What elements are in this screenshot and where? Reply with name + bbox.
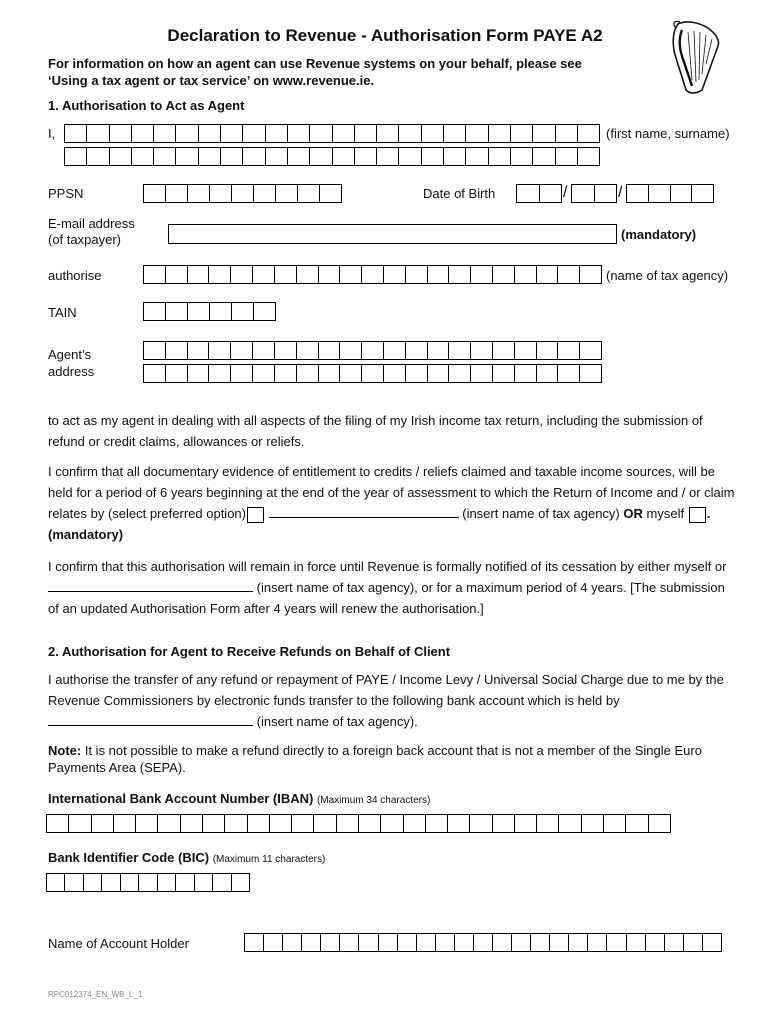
char-box[interactable]	[301, 934, 320, 951]
email-input[interactable]	[168, 224, 617, 244]
address-label-line2: address	[48, 364, 95, 379]
char-box[interactable]	[691, 185, 713, 202]
char-box[interactable]	[339, 342, 361, 359]
agent-scope-text: to act as my agent in dealing with all aspects of the filing of my Irish income tax return, including the submission of refund or credit claims, allowances or reliefs.	[48, 413, 703, 449]
char-box[interactable]	[579, 266, 601, 283]
agency-option-checkbox[interactable]	[247, 507, 264, 523]
agency-hint: (name of tax agency)	[606, 268, 729, 283]
char-box[interactable]	[510, 125, 532, 142]
char-box[interactable]	[427, 266, 449, 283]
char-box[interactable]	[579, 365, 601, 382]
harp-icon	[668, 18, 724, 98]
char-box[interactable]	[427, 365, 449, 382]
char-box[interactable]	[339, 365, 361, 382]
myself-label: myself	[646, 506, 685, 521]
char-box[interactable]	[626, 934, 645, 951]
char-box[interactable]	[296, 365, 318, 382]
note-label: Note:	[48, 743, 82, 758]
char-box[interactable]	[187, 266, 209, 283]
char-box[interactable]	[358, 815, 380, 832]
char-box[interactable]	[253, 185, 275, 202]
note-body: It is not possible to make a refund directly to a foreign back account that is not a member of the Single Euro Payments Area (SEPA).	[48, 743, 702, 775]
cessation-agency-line[interactable]	[48, 591, 253, 592]
char-box[interactable]	[465, 125, 487, 142]
char-box[interactable]	[320, 934, 339, 951]
char-box[interactable]	[514, 266, 536, 283]
char-box[interactable]	[231, 874, 249, 891]
char-box[interactable]	[135, 815, 157, 832]
name-hint: (first name, surname)	[606, 126, 730, 141]
char-box[interactable]	[683, 934, 702, 951]
char-box[interactable]	[405, 266, 427, 283]
char-box[interactable]	[702, 934, 721, 951]
char-box[interactable]	[376, 125, 398, 142]
ppsn-input[interactable]	[143, 184, 342, 203]
char-box[interactable]	[245, 934, 263, 951]
char-box[interactable]	[488, 148, 510, 165]
char-box[interactable]	[376, 148, 398, 165]
char-box[interactable]	[65, 148, 86, 165]
char-box[interactable]	[358, 934, 377, 951]
char-box[interactable]	[339, 266, 361, 283]
evidence-agency-hint: (insert name of tax agency)	[462, 506, 620, 521]
bic-input[interactable]	[46, 873, 250, 892]
char-box[interactable]	[443, 148, 465, 165]
char-box[interactable]	[120, 874, 138, 891]
char-box[interactable]	[536, 266, 558, 283]
char-box[interactable]	[86, 125, 108, 142]
char-box[interactable]	[670, 185, 692, 202]
char-box[interactable]	[625, 815, 647, 832]
iban-hint: (Maximum 34 characters)	[316, 795, 431, 806]
char-box[interactable]	[309, 148, 331, 165]
char-box[interactable]	[113, 815, 135, 832]
char-box[interactable]	[361, 266, 383, 283]
char-box[interactable]	[198, 148, 220, 165]
char-box[interactable]	[361, 365, 383, 382]
bic-hint: (Maximum 11 characters)	[212, 854, 326, 865]
refund-agency-line[interactable]	[48, 725, 253, 726]
email-mandatory: (mandatory)	[621, 227, 697, 242]
char-box[interactable]	[165, 342, 187, 359]
name-input-line2[interactable]	[64, 147, 600, 166]
char-box[interactable]	[465, 148, 487, 165]
char-box[interactable]	[447, 815, 469, 832]
char-box[interactable]	[208, 342, 230, 359]
myself-checkbox[interactable]	[689, 507, 706, 523]
char-box[interactable]	[198, 125, 220, 142]
force-text-rest: (insert name of tax agency), or for a maximum period of 4 years. [The submission of an updated Authorisation Form after 4 years will renew the authorisation.]	[48, 580, 725, 616]
char-box[interactable]	[492, 815, 514, 832]
char-box[interactable]	[224, 815, 246, 832]
char-box[interactable]	[492, 266, 514, 283]
tain-label: TAIN	[48, 305, 77, 320]
char-box[interactable]	[144, 342, 165, 359]
char-box[interactable]	[383, 342, 405, 359]
char-box[interactable]	[165, 266, 187, 283]
char-box[interactable]	[101, 874, 119, 891]
char-box[interactable]	[212, 874, 230, 891]
i-label: I,	[48, 126, 56, 141]
char-box[interactable]	[144, 266, 165, 283]
char-box[interactable]	[144, 185, 165, 202]
char-box[interactable]	[383, 365, 405, 382]
char-box[interactable]	[253, 303, 275, 320]
char-box[interactable]	[572, 185, 594, 202]
dob-slash-1: /	[563, 184, 568, 201]
char-box[interactable]	[220, 125, 242, 142]
dob-day-input[interactable]	[516, 184, 562, 203]
char-box[interactable]	[557, 365, 579, 382]
char-box[interactable]	[594, 185, 617, 202]
char-box[interactable]	[274, 266, 296, 283]
char-box[interactable]	[187, 365, 209, 382]
char-box[interactable]	[403, 815, 425, 832]
evidence-text-main: I confirm that all documentary evidence of entitlement to credits / reliefs claimed and taxable income sources, will be held for a period of 6 years beginning at the end of the year of assessment to which the Return of Income and / or claim relates by (select preferred option)	[48, 464, 735, 521]
char-box[interactable]	[318, 342, 340, 359]
char-box[interactable]	[187, 342, 209, 359]
char-box[interactable]	[332, 125, 354, 142]
address-input-line2[interactable]	[143, 364, 602, 383]
char-box[interactable]	[175, 874, 193, 891]
char-box[interactable]	[603, 815, 625, 832]
char-box[interactable]	[157, 815, 179, 832]
char-box[interactable]	[606, 934, 625, 951]
char-box[interactable]	[265, 125, 287, 142]
char-box[interactable]	[339, 934, 358, 951]
char-box[interactable]	[448, 266, 470, 283]
char-box[interactable]	[252, 365, 274, 382]
char-box[interactable]	[435, 934, 454, 951]
char-box[interactable]	[175, 148, 197, 165]
char-box[interactable]	[473, 934, 492, 951]
char-box[interactable]	[555, 148, 577, 165]
char-box[interactable]	[579, 342, 601, 359]
dob-label: Date of Birth	[423, 186, 496, 201]
char-box[interactable]	[230, 266, 252, 283]
char-box[interactable]	[536, 815, 558, 832]
char-box[interactable]	[194, 874, 212, 891]
intro-line-1: For information on how an agent can use Revenue systems on your behalf, please see	[48, 56, 582, 71]
char-box[interactable]	[209, 185, 231, 202]
char-box[interactable]	[274, 365, 296, 382]
char-box[interactable]	[274, 342, 296, 359]
char-box[interactable]	[287, 125, 309, 142]
char-box[interactable]	[86, 148, 108, 165]
char-box[interactable]	[421, 125, 443, 142]
agency-name-line[interactable]	[269, 517, 459, 518]
char-box[interactable]	[354, 125, 376, 142]
char-box[interactable]	[242, 148, 264, 165]
char-box[interactable]	[536, 342, 558, 359]
char-box[interactable]	[231, 303, 253, 320]
char-box[interactable]	[309, 125, 331, 142]
char-box[interactable]	[175, 125, 197, 142]
char-box[interactable]	[470, 266, 492, 283]
char-box[interactable]	[180, 815, 202, 832]
char-box[interactable]	[242, 125, 264, 142]
iban-label-row	[48, 791, 430, 806]
char-box[interactable]	[269, 815, 291, 832]
char-box[interactable]	[131, 125, 153, 142]
dob-month-input[interactable]	[571, 184, 617, 203]
char-box[interactable]	[275, 185, 297, 202]
evidence-mandatory: . (mandatory)	[48, 506, 711, 542]
char-box[interactable]	[282, 934, 301, 951]
tain-input[interactable]	[143, 302, 276, 321]
char-box[interactable]	[380, 815, 402, 832]
char-box[interactable]	[165, 185, 187, 202]
email-label	[48, 216, 135, 248]
email-label-line2: (of taxpayer)	[48, 232, 121, 247]
address-label	[48, 346, 94, 380]
char-box[interactable]	[265, 148, 287, 165]
dob-year-input[interactable]	[626, 184, 714, 203]
char-box[interactable]	[263, 934, 282, 951]
char-box[interactable]	[220, 148, 242, 165]
char-box[interactable]	[510, 148, 532, 165]
char-box[interactable]	[549, 934, 568, 951]
char-box[interactable]	[511, 934, 530, 951]
section2-heading: 2. Authorisation for Agent to Receive Refunds on Behalf of Client	[48, 644, 451, 659]
char-box[interactable]	[230, 365, 252, 382]
holder-label: Name of Account Holder	[48, 936, 189, 951]
char-box[interactable]	[664, 934, 683, 951]
char-box[interactable]	[109, 125, 131, 142]
char-box[interactable]	[568, 934, 587, 951]
char-box[interactable]	[416, 934, 435, 951]
email-label-line1: E-mail address	[48, 216, 135, 231]
char-box[interactable]	[532, 125, 554, 142]
char-box[interactable]	[231, 185, 253, 202]
char-box[interactable]	[536, 365, 558, 382]
char-box[interactable]	[539, 185, 562, 202]
char-box[interactable]	[530, 934, 549, 951]
char-box[interactable]	[581, 815, 603, 832]
char-box[interactable]	[577, 148, 599, 165]
char-box[interactable]	[397, 934, 416, 951]
char-box[interactable]	[208, 365, 230, 382]
note-text	[48, 742, 728, 776]
refund-agency-hint: (insert name of tax agency).	[256, 714, 418, 729]
form-title: Declaration to Revenue - Authorisation Form PAYE A2	[167, 26, 603, 45]
char-box[interactable]	[443, 125, 465, 142]
address-input-line1[interactable]	[143, 341, 602, 360]
char-box[interactable]	[318, 365, 340, 382]
char-box[interactable]	[648, 185, 670, 202]
char-box[interactable]	[488, 125, 510, 142]
char-box[interactable]	[557, 342, 579, 359]
char-box[interactable]	[187, 303, 209, 320]
char-box[interactable]	[587, 934, 606, 951]
char-box[interactable]	[557, 266, 579, 283]
char-box[interactable]	[187, 185, 209, 202]
refund-text-main: I authorise the transfer of any refund or repayment of PAYE / Income Levy / Universal Social Charge due to me by the Revenue Commissioners by electronic funds transfer to the following bank account which is held by	[48, 672, 724, 708]
char-box[interactable]	[296, 342, 318, 359]
char-box[interactable]	[627, 185, 648, 202]
force-text	[48, 556, 738, 619]
char-box[interactable]	[297, 185, 319, 202]
char-box[interactable]	[405, 342, 427, 359]
char-box[interactable]	[577, 125, 599, 142]
char-box[interactable]	[470, 342, 492, 359]
char-box[interactable]	[492, 934, 511, 951]
name-input-line1[interactable]	[64, 124, 600, 143]
char-box[interactable]	[165, 303, 187, 320]
char-box[interactable]	[425, 815, 447, 832]
char-box[interactable]	[532, 148, 554, 165]
bic-label-row	[48, 850, 325, 865]
char-box[interactable]	[157, 874, 175, 891]
ppsn-label: PPSN	[48, 186, 84, 201]
section1-heading: 1. Authorisation to Act as Agent	[48, 98, 245, 113]
char-box[interactable]	[398, 125, 420, 142]
char-box[interactable]	[555, 125, 577, 142]
intro-text	[48, 55, 648, 89]
char-box[interactable]	[398, 148, 420, 165]
char-box[interactable]	[109, 148, 131, 165]
char-box[interactable]	[354, 148, 376, 165]
char-box[interactable]	[296, 266, 318, 283]
char-box[interactable]	[514, 815, 536, 832]
holder-input[interactable]	[244, 933, 722, 952]
char-box[interactable]	[448, 342, 470, 359]
iban-input[interactable]	[46, 814, 671, 833]
footer-code: RPC012374_EN_WB_L_1	[48, 990, 143, 999]
char-box[interactable]	[648, 815, 670, 832]
char-box[interactable]	[421, 148, 443, 165]
address-label-line1: Agent’s	[48, 347, 92, 362]
char-box[interactable]	[645, 934, 664, 951]
char-box[interactable]	[378, 934, 397, 951]
char-box[interactable]	[313, 815, 335, 832]
char-box[interactable]	[209, 303, 231, 320]
char-box[interactable]	[165, 365, 187, 382]
char-box[interactable]	[517, 185, 539, 202]
force-text-main: I confirm that this authorisation will remain in force until Revenue is formally notified of its cessation by either myself or	[48, 559, 727, 574]
char-box[interactable]	[291, 815, 313, 832]
char-box[interactable]	[65, 125, 86, 142]
char-box[interactable]	[202, 815, 224, 832]
char-box[interactable]	[514, 342, 536, 359]
char-box[interactable]	[427, 342, 449, 359]
char-box[interactable]	[336, 815, 358, 832]
char-box[interactable]	[383, 266, 405, 283]
char-box[interactable]	[144, 303, 165, 320]
char-box[interactable]	[287, 148, 309, 165]
char-box[interactable]	[208, 266, 230, 283]
char-box[interactable]	[252, 266, 274, 283]
char-box[interactable]	[470, 365, 492, 382]
evidence-text	[48, 461, 738, 545]
char-box[interactable]	[514, 365, 536, 382]
char-box[interactable]	[144, 365, 165, 382]
authorise-label: authorise	[48, 268, 102, 283]
char-box[interactable]	[558, 815, 580, 832]
char-box[interactable]	[47, 815, 68, 832]
char-box[interactable]	[153, 148, 175, 165]
dob-slash-2: /	[618, 184, 623, 201]
char-box[interactable]	[361, 342, 383, 359]
char-box[interactable]	[64, 874, 82, 891]
iban-label: International Bank Account Number (IBAN)	[48, 791, 314, 806]
char-box[interactable]	[332, 148, 354, 165]
or-label: OR	[623, 506, 643, 521]
char-box[interactable]	[230, 342, 252, 359]
char-box[interactable]	[318, 266, 340, 283]
char-box[interactable]	[492, 342, 514, 359]
char-box[interactable]	[448, 365, 470, 382]
char-box[interactable]	[47, 874, 64, 891]
bic-label: Bank Identifier Code (BIC)	[48, 850, 210, 865]
char-box[interactable]	[252, 342, 274, 359]
char-box[interactable]	[131, 148, 153, 165]
agency-name-input[interactable]	[143, 265, 602, 284]
char-box[interactable]	[454, 934, 473, 951]
intro-line-2: ‘Using a tax agent or tax service’ on www.revenue.ie.	[48, 73, 375, 88]
char-box[interactable]	[469, 815, 491, 832]
char-box[interactable]	[405, 365, 427, 382]
char-box[interactable]	[91, 815, 113, 832]
char-box[interactable]	[319, 185, 341, 202]
char-box[interactable]	[492, 365, 514, 382]
char-box[interactable]	[83, 874, 101, 891]
char-box[interactable]	[138, 874, 156, 891]
char-box[interactable]	[153, 125, 175, 142]
refund-text	[48, 669, 738, 732]
char-box[interactable]	[68, 815, 90, 832]
char-box[interactable]	[247, 815, 269, 832]
